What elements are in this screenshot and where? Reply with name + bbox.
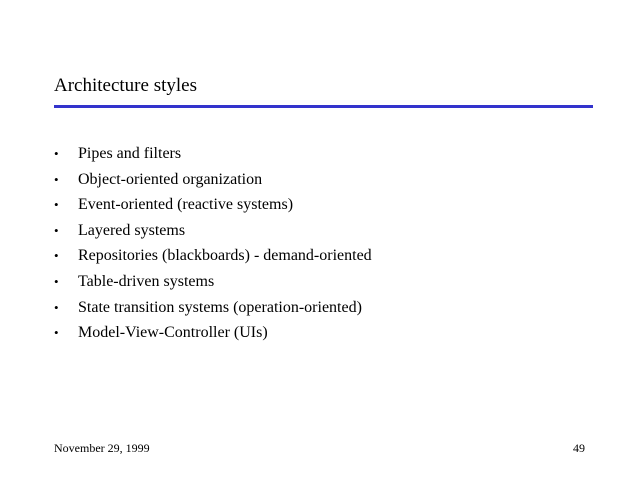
bullet-dot-icon: • — [54, 222, 59, 238]
bullet-dot-icon: • — [54, 273, 59, 289]
bullet-dot-icon: • — [54, 248, 59, 264]
footer-date: November 29, 1999 — [54, 441, 150, 455]
bullet-text: Object-oriented organization — [78, 170, 263, 188]
bullet-dot-icon: • — [54, 146, 59, 161]
bullet-text: Model-View-Controller (UIs) — [78, 324, 268, 342]
bullet-text: Layered systems — [78, 221, 186, 239]
bullet-dot-icon: • — [54, 299, 59, 315]
title-underline-rule — [54, 105, 593, 108]
bullet-dot-icon: • — [54, 171, 59, 187]
page-number: 49 — [573, 441, 585, 455]
bullet-text: State transition systems (operation-oriented) — [78, 298, 362, 316]
bullet-dot-icon: • — [54, 325, 59, 341]
bullet-text: Table-driven systems — [78, 272, 215, 290]
bullet-text: Pipes and filters — [78, 145, 182, 162]
bullet-text: Event-oriented (reactive systems) — [78, 196, 294, 214]
slide-title: Architecture styles — [54, 75, 197, 96]
bullet-dot-icon: • — [54, 197, 59, 213]
bullet-text: Repositories (blackboards) - demand-oriented — [78, 247, 372, 265]
